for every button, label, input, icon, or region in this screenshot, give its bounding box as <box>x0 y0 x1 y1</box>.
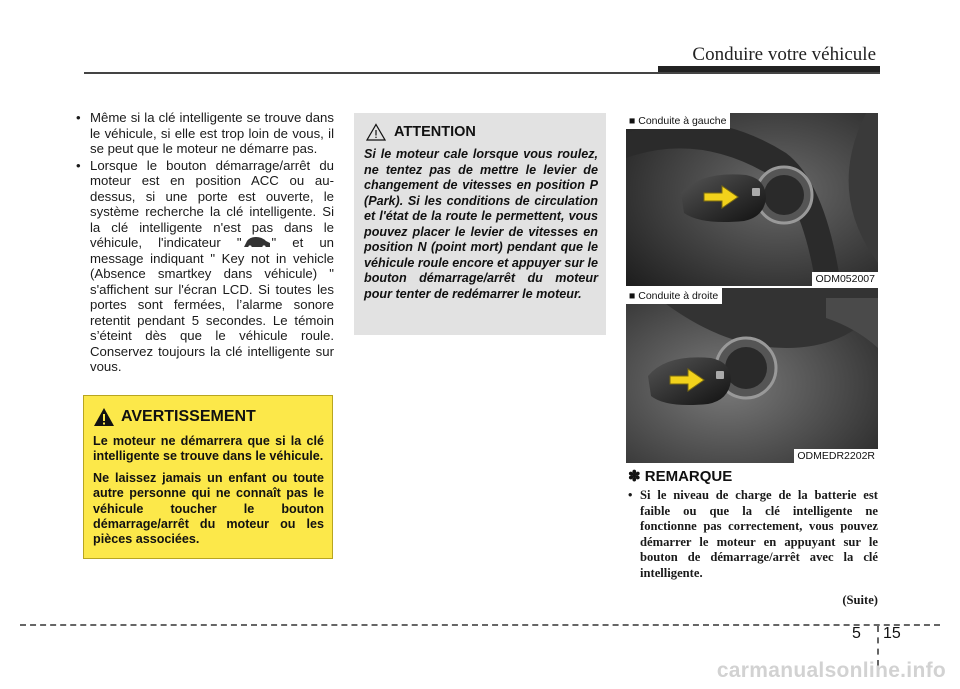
note-text: Si le niveau de charge de la batterie est faible ou que la clé intelligente ne fonctionne pas correctement, vous pouvez démarrer le moteur en appuyant sur le bouton de démarrage/arrêt avec la clé intelligente. <box>640 488 878 580</box>
photo-right-hand-drive <box>626 288 878 463</box>
car-key-indicator-icon <box>242 236 272 248</box>
caution-triangle-icon <box>366 123 386 141</box>
warning-triangle-icon <box>93 407 115 427</box>
attention-title: ATTENTION <box>394 124 476 140</box>
list-item <box>76 110 334 157</box>
attention-box <box>354 113 606 335</box>
bullet-list <box>76 110 334 376</box>
header-rule <box>84 72 880 74</box>
warning-paragraph: Le moteur ne démarrera que si la clé intelligente se trouve dans le véhicule. <box>93 434 324 464</box>
start-button-photo <box>626 113 878 286</box>
chapter-number: 5 <box>852 625 861 642</box>
photo-caption: ■ Conduite à gauche <box>626 113 730 129</box>
bullet-text-part1: Lorsque le bouton démarrage/arrêt du moteur est en position ACC ou au-dessus, si une porte est ouverte, le système recherche la clé intelligente. Si la clé intelligente n'est pas dans le véhicule, l'indicateur " <box>90 157 334 250</box>
warning-paragraph: Ne laissez jamais un enfant ou toute autre personne qui ne connaît pas le véhicule toucher le bouton démarrage/arrêt du moteur ou les pièces associées. <box>93 470 324 547</box>
page-number: 15 <box>883 625 901 642</box>
watermark: carmanualsonline.info <box>716 659 946 682</box>
bullet-text-part2: " et un message indiquant " Key not in vehicle (Absence smartkey dans véhicule) " s'affichent sur l'écran LCD. Si toutes les portes sont fermées, l’alarme sonore retentit pendant 5 secondes. Le témoin s’éteint dès que le véhicule roule. Conservez toujours la clé intelligente sur vous. <box>90 235 334 374</box>
photo-left-hand-drive <box>626 113 878 286</box>
note-list <box>628 488 878 581</box>
warning-box <box>83 395 333 559</box>
warning-header <box>93 406 324 428</box>
continued-label: (Suite) <box>842 593 878 607</box>
warning-title: AVERTISSEMENT <box>121 408 256 425</box>
list-item <box>76 158 334 375</box>
photo-code: ODM052007 <box>812 272 878 286</box>
footer-rule <box>20 624 940 626</box>
attention-text: Si le moteur cale lorsque vous roulez, ne tentez pas de mettre le levier de changement de vitesses en position P (Park). Si les conditions de circulation et l'état de la route le permettent, vous pouvez placer le levier de vitesses en position N (point mort) pendant que le véhicule roule encore et appuyer sur le bouton démarrage/arrêt du moteur pour tenter de redémarrer le moteur. <box>364 147 598 301</box>
photo-caption: ■ Conduite à droite <box>626 288 722 304</box>
list-item <box>628 488 878 581</box>
bullet-text: Même si la clé intelligente se trouve dans le véhicule, si elle est trop loin de vous, il se peut que le moteur ne démarre pas. <box>90 110 334 156</box>
note-title: ✽ REMARQUE <box>628 468 733 485</box>
header-rule-accent <box>658 66 880 72</box>
attention-header <box>366 121 598 143</box>
header-title: Conduire votre véhicule <box>692 44 876 65</box>
start-button-photo <box>626 288 878 463</box>
photo-code: ODMEDR2202R <box>794 449 878 463</box>
